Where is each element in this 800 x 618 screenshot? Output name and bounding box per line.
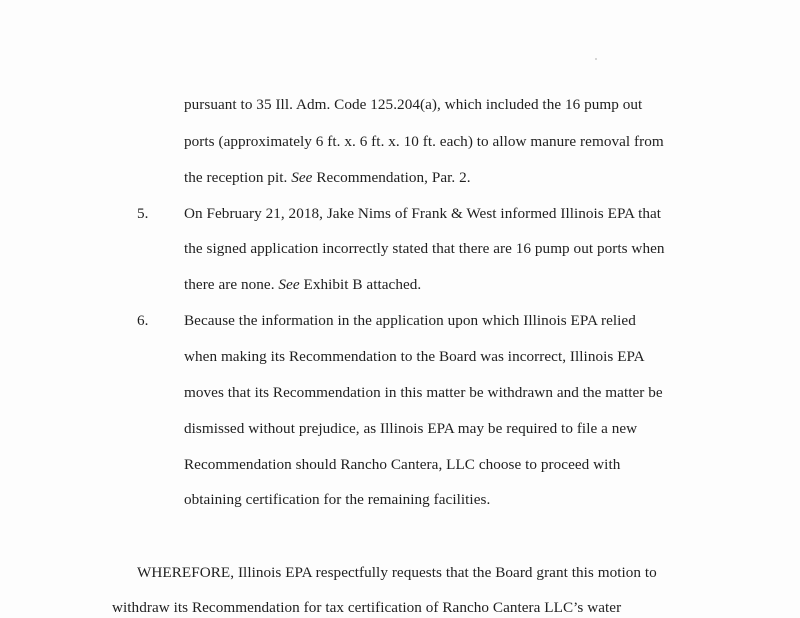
paragraph-4-line-2: ports (approximately 6 ft. x. 6 ft. x. 10 ft. each) to allow manure removal from [184, 133, 664, 150]
paragraph-number: 5. [137, 205, 149, 222]
text-segment: there are none. [184, 276, 279, 293]
paragraph-5-line-3 [184, 276, 421, 294]
paragraph-number: 6. [137, 312, 149, 329]
wherefore-line-1: WHEREFORE, Illinois EPA respectfully requests that the Board grant this motion to [137, 564, 657, 581]
wherefore-line-2: withdraw its Recommendation for tax certification of Rancho Cantera LLC’s water [112, 599, 622, 616]
paragraph-4-line-1: pursuant to 35 Ill. Adm. Code 125.204(a), which included the 16 pump out [184, 96, 643, 113]
paragraph-6-line-3: moves that its Recommendation in this matter be withdrawn and the matter be [184, 384, 663, 401]
citation-signal: See [278, 276, 300, 293]
paragraph-6-line-5: Recommendation should Rancho Cantera, LLC choose to proceed with [184, 456, 621, 473]
citation-signal: See [291, 169, 313, 186]
paragraph-6-line-1: Because the information in the application upon which Illinois EPA relied [184, 312, 636, 329]
paragraph-5-line-2: the signed application incorrectly stated that there are 16 pump out ports when [184, 240, 665, 257]
paragraph-4-line-3 [184, 169, 471, 187]
paragraph-6-line-2: when making its Recommendation to the Board was incorrect, Illinois EPA [184, 348, 645, 365]
text-segment: Exhibit B attached. [299, 276, 422, 293]
paragraph-6-line-4: dismissed without prejudice, as Illinois EPA may be required to file a new [184, 420, 638, 437]
paragraph-5-line-1: On February 21, 2018, Jake Nims of Frank & West informed Illinois EPA that [184, 205, 662, 222]
scan-speck [595, 58, 597, 60]
paragraph-6-line-6: obtaining certification for the remaining facilities. [184, 491, 491, 508]
text-segment: Recommendation, Par. 2. [312, 169, 471, 186]
text-segment: the reception pit. [184, 169, 292, 186]
